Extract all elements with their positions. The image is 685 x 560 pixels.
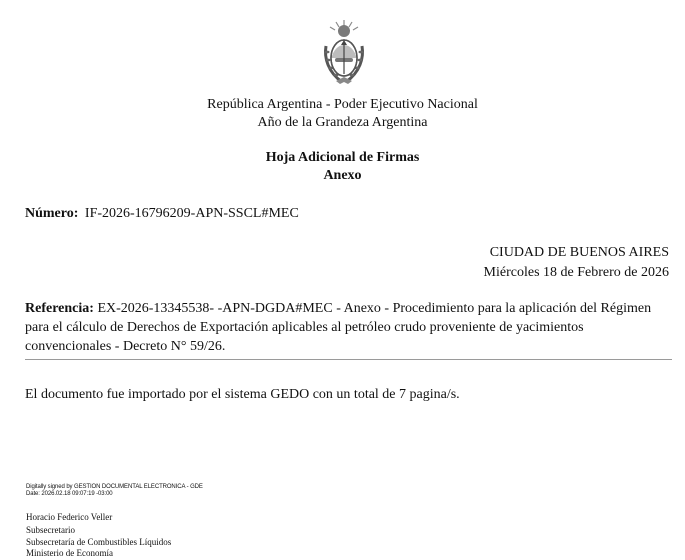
body-text: El documento fue importado por el sistema GEDO con un total de 7 pagina/s. <box>25 387 460 402</box>
digital-signature-line: Digitally signed by GESTION DOCUMENTAL ELECTRONICA - GDE <box>26 484 203 490</box>
divider <box>25 359 672 360</box>
argentina-coat-of-arms-icon <box>322 18 366 86</box>
reference-label: Referencia: <box>25 301 94 316</box>
reference-block <box>25 299 673 356</box>
signer-office: Subsecretaría de Combustibles Líquidos <box>26 537 172 547</box>
government-header: República Argentina - Poder Ejecutivo Nacional <box>207 97 478 112</box>
number-label: Número: <box>25 206 79 221</box>
signature-date: Date: 2026.02.18 09:07:19 -03:00 <box>26 491 113 497</box>
document-number <box>25 205 299 223</box>
number-value: IF-2026-16796209-APN-SSCL#MEC <box>84 206 299 221</box>
reference-text: EX-2026-13345538- -APN-DGDA#MEC - Anexo - Procedimiento para la aplicación del Régimen para el cálculo de Derechos de Exportación aplicables al petróleo crudo proveniente de yacimientos convencionales - Decreto N° 59/26. <box>25 301 652 354</box>
signer-ministry: Ministerio de Economía <box>26 548 113 558</box>
signer-name: Horacio Federico Veller <box>26 512 113 522</box>
signer-position: Subsecretario <box>26 525 75 535</box>
date: Miércoles 18 de Febrero de 2026 <box>483 265 669 280</box>
year-motto: Año de la Grandeza Argentina <box>257 115 428 130</box>
document-subtitle: Anexo <box>323 168 362 183</box>
place: CIUDAD DE BUENOS AIRES <box>489 245 669 260</box>
document-title: Hoja Adicional de Firmas <box>265 150 420 165</box>
